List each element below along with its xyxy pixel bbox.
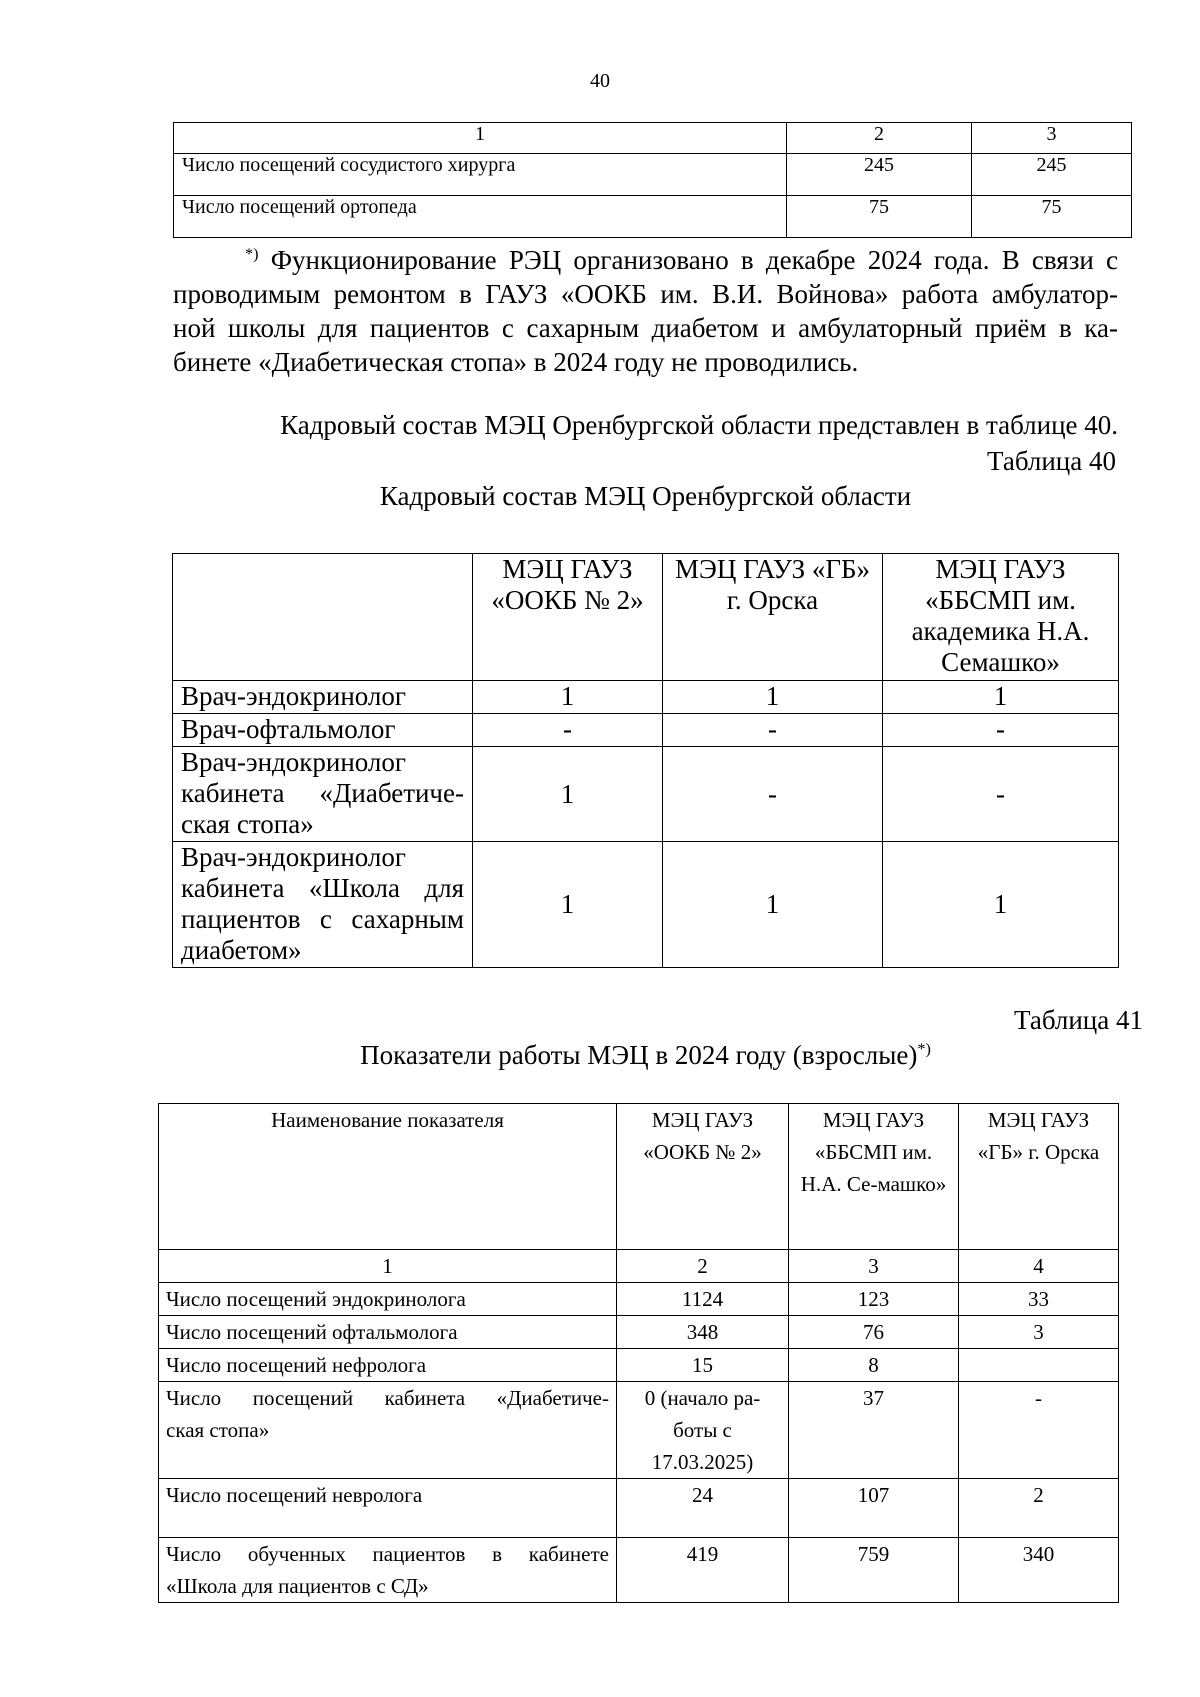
cell-value: [959, 1349, 1119, 1382]
row-label: Число посещений офтальмолога: [159, 1316, 617, 1349]
table-41-title-text: Показатели работы МЭЦ в 2024 году (взрослые): [360, 1040, 918, 1070]
cell-value: 245: [787, 154, 972, 196]
header-cell: МЭЦ ГАУЗ «ГБ» г. Орска: [663, 554, 883, 681]
row-label: Врач-эндокринолог: [173, 681, 473, 714]
row-label-line: Число посещений кабинета «Диабетиче-: [166, 1386, 609, 1410]
column-numbers-row: [159, 1250, 1119, 1283]
column-number: 1: [159, 1250, 617, 1283]
row-label: Число посещений сосудистого хирурга: [174, 154, 787, 196]
cell-value: -: [663, 714, 883, 747]
row-label-line: диабетом»: [181, 935, 302, 965]
row-label: Число посещений ортопеда: [174, 196, 787, 238]
row-label-line: Врач-эндокринолог: [181, 747, 406, 777]
row-label-line: Врач-эндокринолог: [181, 842, 406, 872]
row-label: Число посещений нефролога: [159, 1349, 617, 1382]
table-row: [159, 1538, 1119, 1603]
title-footnote-marker: *): [917, 1040, 931, 1058]
header-cell: МЭЦ ГАУЗ «ББСМП им. Н.А. Се-машко»: [789, 1104, 959, 1250]
table-row: [159, 1382, 1119, 1479]
cell-value: 1: [663, 681, 883, 714]
header-cell: МЭЦ ГАУЗ «ООКБ № 2»: [617, 1104, 789, 1250]
row-label-line: пациентов с сахарным: [181, 904, 464, 934]
footnote-paragraph: [173, 243, 1118, 379]
table-row: [174, 154, 1132, 196]
row-label-line: «Школа для пациентов с СД»: [166, 1574, 429, 1598]
row-label-line: ская стопа»: [166, 1418, 270, 1442]
cell-value: 1: [473, 681, 663, 714]
cell-value: 1124: [617, 1283, 789, 1316]
table-39-continuation: [173, 122, 1132, 238]
cell-value: 8: [789, 1349, 959, 1382]
row-label: Число посещений эндокринолога: [159, 1283, 617, 1316]
cell-value: 76: [789, 1316, 959, 1349]
table-row: [159, 1283, 1119, 1316]
table-41-label: Таблица 41: [1014, 1005, 1143, 1035]
cell-value: 340: [959, 1538, 1119, 1603]
cell-value: 348: [617, 1316, 789, 1349]
footnote-line: бинете «Диабетическая стопа» в 2024 году не проводились.: [173, 347, 859, 377]
column-number: 1: [174, 123, 787, 154]
cell-value: [617, 1382, 789, 1479]
cell-value: 1: [883, 842, 1119, 968]
column-number: 2: [787, 123, 972, 154]
table-40-title: Кадровый состав МЭЦ Оренбургской области: [379, 481, 912, 511]
table-row: [174, 196, 1132, 238]
column-number: 3: [789, 1250, 959, 1283]
header-cell: Наименование показателя: [159, 1104, 617, 1250]
header-cell: МЭЦ ГАУЗ «ГБ» г. Орска: [959, 1104, 1119, 1250]
cell-value: 3: [959, 1316, 1119, 1349]
row-label: Число посещений невролога: [159, 1479, 617, 1538]
row-label-line: кабинета «Диабетиче-: [181, 778, 464, 808]
cell-value: 33: [959, 1283, 1119, 1316]
cell-value: 24: [617, 1479, 789, 1538]
table-header-row: [174, 123, 1132, 154]
row-label: [173, 842, 473, 968]
cell-value: -: [883, 714, 1119, 747]
cell-value: 2: [959, 1479, 1119, 1538]
header-cell: МЭЦ ГАУЗ «ББСМП им. академика Н.А. Семашко»: [883, 554, 1119, 681]
column-number: 2: [617, 1250, 789, 1283]
cell-value: 1: [473, 842, 663, 968]
row-label: [173, 747, 473, 842]
table-header-row: [173, 554, 1119, 681]
cell-value: 1: [883, 681, 1119, 714]
footnote-line: [173, 243, 1118, 277]
row-label-line: ская стопа»: [181, 809, 314, 839]
cell-value: 245: [972, 154, 1132, 196]
cell-value: 1: [663, 842, 883, 968]
footnote-line: ной школы для пациентов с сахарным диабетом и амбулаторный приём в ка-: [173, 313, 1118, 343]
cell-value: 1: [473, 747, 663, 842]
table-row: [173, 842, 1119, 968]
table-41: [158, 1103, 1119, 1603]
page-number: 40: [590, 70, 610, 92]
cell-value-line: боты с: [673, 1418, 732, 1442]
row-label: Врач-офтальмолог: [173, 714, 473, 747]
cell-value: -: [473, 714, 663, 747]
cell-value-line: 17.03.2025): [651, 1450, 754, 1474]
table-40-label: Таблица 40: [987, 446, 1116, 476]
row-label: [159, 1382, 617, 1479]
row-label-line: Число обученных пациентов в кабинете: [166, 1542, 609, 1566]
cell-value: -: [959, 1382, 1119, 1479]
table-row: [159, 1316, 1119, 1349]
table-row: [159, 1349, 1119, 1382]
header-cell: МЭЦ ГАУЗ «ООКБ № 2»: [473, 554, 663, 681]
table-40: [172, 553, 1119, 968]
intro-paragraph: Кадровый состав МЭЦ Оренбургской области представлен в таблице 40.: [280, 410, 1118, 440]
cell-value: 75: [787, 196, 972, 238]
table-header-row: [159, 1104, 1119, 1250]
footnote-marker: *): [245, 245, 259, 263]
table-row: [173, 747, 1119, 842]
cell-value: 107: [789, 1479, 959, 1538]
table-row: [159, 1479, 1119, 1538]
footnote-text: Функционирование РЭЦ организовано в декабре 2024 года. В связи с: [270, 245, 1119, 275]
cell-value: 123: [789, 1283, 959, 1316]
cell-value: 419: [617, 1538, 789, 1603]
footnote-line: проводимым ремонтом в ГАУЗ «ООКБ им. В.И. Войнова» работа амбулатор-: [173, 279, 1118, 309]
table-41-title: [173, 1040, 1118, 1071]
cell-value: 15: [617, 1349, 789, 1382]
header-cell-empty: [173, 554, 473, 681]
table-row: [173, 681, 1119, 714]
cell-value: 37: [789, 1382, 959, 1479]
row-label: [159, 1538, 617, 1603]
row-label-line: кабинета «Школа для: [181, 873, 464, 903]
cell-value: 75: [972, 196, 1132, 238]
cell-value-line: 0 (начало ра-: [644, 1386, 761, 1410]
cell-value: 759: [789, 1538, 959, 1603]
cell-value: -: [883, 747, 1119, 842]
column-number: 4: [959, 1250, 1119, 1283]
column-number: 3: [972, 123, 1132, 154]
table-row: [173, 714, 1119, 747]
cell-value: -: [663, 747, 883, 842]
